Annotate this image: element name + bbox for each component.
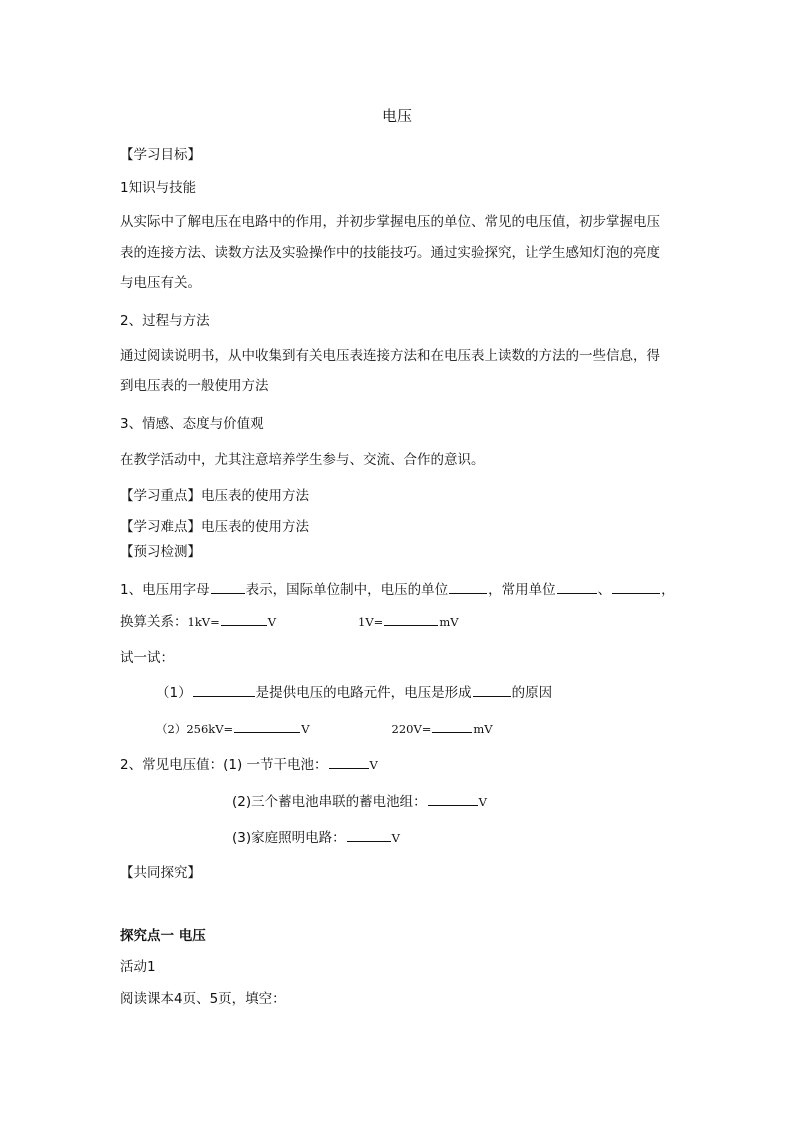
answer-blank[interactable] [428, 792, 478, 806]
paragraph-line: 从实际中了解电压在电路中的作用，并初步掌握电压的单位、常见的电压值，初步掌握电压 [120, 214, 660, 230]
question-text: ， [661, 582, 675, 598]
try-label: 试一试： [120, 650, 174, 666]
section-process-title: 2、过程与方法 [120, 313, 210, 329]
unit-v: V [267, 615, 277, 629]
answer-blank[interactable] [347, 828, 391, 842]
goals-header: 【学习目标】 [120, 147, 201, 163]
answer-blank[interactable] [193, 683, 255, 697]
question-2-item-2 [232, 792, 676, 812]
question-text: 的原因 [511, 685, 553, 701]
paragraph-line: 到电压表的一般使用方法 [120, 378, 269, 394]
unit-mv: mV [473, 722, 493, 736]
question-text: 2、常见电压值： [120, 757, 224, 773]
try-2-line [156, 719, 676, 739]
answer-blank[interactable] [329, 755, 369, 769]
question-text: (3)家庭照明电路： [232, 830, 346, 846]
activity-label: 活动1 [120, 959, 156, 975]
paragraph-line: 通过阅读说明书，从中收集到有关电压表连接方法和在电压表上读数的方法的一些信息，得 [120, 348, 660, 364]
reading-instruction: 阅读课本4页、5页，填空： [120, 991, 286, 1007]
unit-v: V [369, 758, 378, 772]
question-text: 1、电压用字母 [120, 582, 210, 598]
question-2-item-3 [232, 828, 676, 848]
conversion-label: 换算关系： [120, 614, 188, 630]
section-knowledge-title: 1知识与技能 [120, 180, 197, 196]
unit-v: V [391, 831, 400, 845]
try-number: （1） [156, 685, 192, 701]
answer-blank[interactable] [557, 580, 597, 594]
page-title: 电压 [381, 107, 412, 125]
difficulty-line [120, 517, 676, 537]
explore-header: 【共同探究】 [120, 865, 201, 881]
question-2-line [120, 755, 676, 775]
answer-blank[interactable] [432, 719, 472, 733]
paragraph-line: 在教学活动中，尤其注意培养学生参与、交流、合作的意识。 [120, 452, 485, 468]
focus-line [120, 486, 676, 506]
question-1-line [120, 580, 676, 600]
conversion-kv: 1kV= [187, 615, 220, 629]
try-number: （2）256kV= [156, 722, 234, 736]
answer-blank[interactable] [234, 719, 300, 733]
question-text: 、 [597, 582, 612, 598]
answer-blank[interactable] [384, 612, 438, 626]
focus-header: 【学习重点】 [120, 488, 201, 504]
unit-v: V [301, 722, 310, 736]
focus-text: 电压表的使用方法 [201, 488, 309, 504]
question-text: 表示，国际单位制中，电压的单位 [245, 582, 449, 598]
answer-blank[interactable] [211, 580, 245, 594]
unit-v: V [478, 795, 487, 809]
paragraph-line: 表的连接方法、读数方法及实验操作中的技能技巧。通过实验探究，让学生感知灯泡的亮度 [120, 245, 660, 261]
difficulty-header: 【学习难点】 [120, 519, 201, 535]
conversion-v: 220V= [391, 722, 432, 736]
answer-blank[interactable] [473, 683, 511, 697]
section-values-title: 3、情感、态度与价值观 [120, 416, 264, 432]
try-1-line [156, 683, 676, 703]
question-text: (1) 一节干电池： [223, 757, 328, 773]
conversion-line [120, 612, 676, 632]
answer-blank[interactable] [221, 612, 267, 626]
answer-blank[interactable] [449, 580, 487, 594]
question-text: 是提供电压的电路元件，电压是形成 [255, 685, 472, 701]
paragraph-line: 与电压有关。 [120, 275, 201, 291]
preview-header: 【预习检测】 [120, 544, 201, 560]
unit-mv: mV [439, 615, 459, 629]
conversion-v: 1V= [358, 615, 384, 629]
question-text: ，常用单位 [488, 582, 556, 598]
question-text: (2)三个蓄电池串联的蓄电池组： [232, 794, 427, 810]
answer-blank[interactable] [612, 580, 660, 594]
explore-point-1: 探究点一 电压 [120, 928, 206, 944]
difficulty-text: 电压表的使用方法 [201, 519, 309, 535]
